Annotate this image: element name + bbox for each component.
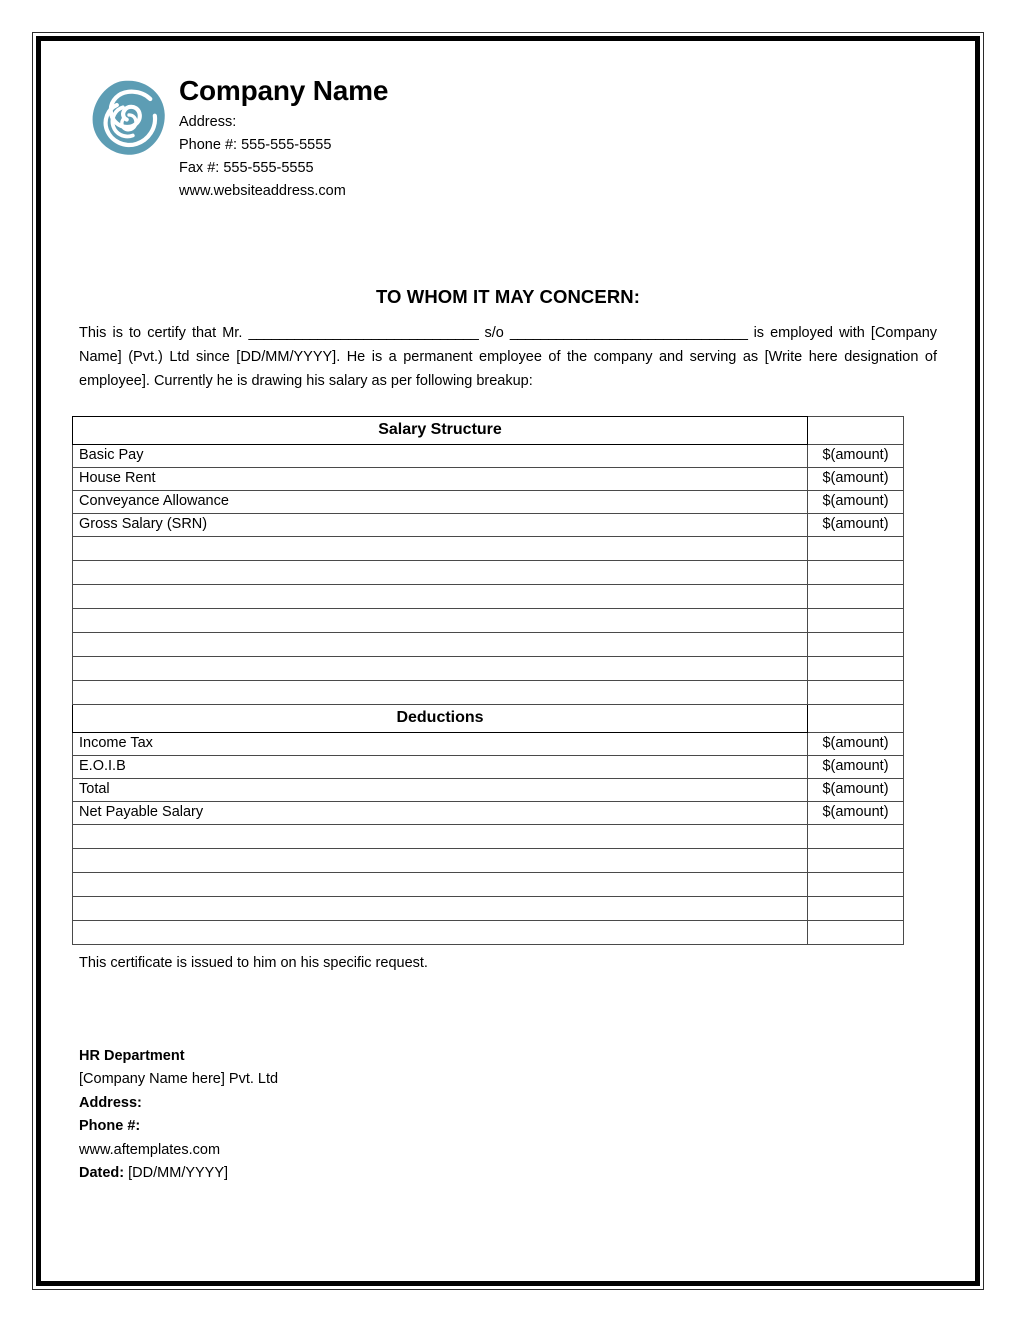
row-label: Gross Salary (SRN)	[73, 513, 808, 536]
row-amount	[808, 536, 904, 560]
row-amount	[808, 680, 904, 704]
table-row	[73, 444, 904, 467]
row-label	[73, 824, 808, 848]
table-row-blank	[73, 560, 904, 584]
salary-structure-header-row	[73, 416, 904, 444]
deductions-header-amount	[808, 704, 904, 732]
table-row-blank	[73, 896, 904, 920]
document-content	[41, 41, 975, 1281]
table-row	[73, 467, 904, 490]
table-row-blank	[73, 584, 904, 608]
row-amount: $(amount)	[808, 755, 904, 778]
table-row	[73, 490, 904, 513]
signature-address-label: Address:	[79, 1094, 142, 1111]
paragraph-text-before-name: This is to certify that Mr.	[79, 325, 249, 342]
table-row-blank	[73, 872, 904, 896]
row-amount	[808, 920, 904, 944]
row-amount	[808, 608, 904, 632]
row-label	[73, 560, 808, 584]
table-row-blank	[73, 536, 904, 560]
table-row-blank	[73, 920, 904, 944]
row-amount: $(amount)	[808, 801, 904, 824]
row-label	[73, 920, 808, 944]
signature-dated-value: [DD/MM/YYYY]	[128, 1165, 229, 1182]
row-amount: $(amount)	[808, 490, 904, 513]
table-row-blank	[73, 680, 904, 704]
row-label: Total	[73, 778, 808, 801]
company-website: www.websiteaddress.com	[179, 182, 346, 199]
table-row-blank	[73, 656, 904, 680]
paragraph-text-after-name: is employed with [Company Name] (Pvt.) Ltd since [DD/MM/YYYY]. He is a permanent employee of the company and serving as [Write here designation of employee]. Currently he is drawing his salary as per following breakup:	[79, 325, 938, 390]
row-amount: $(amount)	[808, 444, 904, 467]
row-label	[73, 608, 808, 632]
table-row	[73, 513, 904, 536]
salary-structure-table	[72, 416, 904, 945]
table-row	[73, 778, 904, 801]
row-label: Net Payable Salary	[73, 801, 808, 824]
row-label: House Rent	[73, 467, 808, 490]
father-name-blank: _______________________________	[509, 325, 748, 342]
company-address: Address:	[179, 114, 237, 131]
table-row-blank	[73, 848, 904, 872]
table-row	[73, 732, 904, 755]
row-amount: $(amount)	[808, 778, 904, 801]
row-label	[73, 848, 808, 872]
rose-spiral-logo-icon	[91, 79, 167, 157]
salary-table-body	[73, 416, 904, 944]
certification-paragraph	[79, 321, 937, 393]
row-label: Basic Pay	[73, 444, 808, 467]
salary-structure-header-amount	[808, 416, 904, 444]
row-amount: $(amount)	[808, 513, 904, 536]
row-amount: $(amount)	[808, 467, 904, 490]
company-phone: Phone #: 555-555-5555	[179, 137, 332, 154]
table-row-blank	[73, 608, 904, 632]
letterhead	[69, 63, 947, 202]
page-border-inner	[36, 36, 980, 1286]
row-label	[73, 872, 808, 896]
table-row-blank	[73, 632, 904, 656]
row-label: Conveyance Allowance	[73, 490, 808, 513]
signature-block	[79, 1045, 947, 1186]
row-amount	[808, 632, 904, 656]
row-amount: $(amount)	[808, 732, 904, 755]
row-label	[73, 896, 808, 920]
salary-structure-header-label: Salary Structure	[73, 416, 808, 444]
row-label	[73, 536, 808, 560]
row-label	[73, 632, 808, 656]
row-amount	[808, 848, 904, 872]
row-label	[73, 656, 808, 680]
row-amount	[808, 560, 904, 584]
row-amount	[808, 656, 904, 680]
row-amount	[808, 896, 904, 920]
son-of-label: s/o	[478, 325, 510, 342]
row-label	[73, 584, 808, 608]
signature-department: HR Department	[79, 1047, 185, 1064]
page-title: TO WHOM IT MAY CONCERN:	[375, 286, 641, 308]
company-fax: Fax #: 555-555-5555	[179, 159, 314, 176]
row-label: E.O.I.B	[73, 755, 808, 778]
closing-statement: This certificate is issued to him on his specific request.	[79, 954, 428, 971]
row-amount	[808, 584, 904, 608]
table-row-blank	[73, 824, 904, 848]
deductions-header-label: Deductions	[73, 704, 808, 732]
signature-website: www.aftemplates.com	[79, 1141, 221, 1158]
row-amount	[808, 824, 904, 848]
row-label	[73, 680, 808, 704]
table-row	[73, 801, 904, 824]
company-details	[179, 73, 388, 202]
employee-name-blank: ______________________________	[248, 325, 479, 342]
signature-dated-label: Dated:	[79, 1165, 125, 1182]
row-label: Income Tax	[73, 732, 808, 755]
row-amount	[808, 872, 904, 896]
page-border-outer	[32, 32, 984, 1290]
signature-phone-label: Phone #:	[79, 1118, 141, 1135]
deductions-header-row	[73, 704, 904, 732]
table-row	[73, 755, 904, 778]
signature-dated	[79, 1162, 947, 1185]
company-name: Company Name	[179, 75, 389, 106]
signature-company: [Company Name here] Pvt. Ltd	[79, 1071, 279, 1088]
